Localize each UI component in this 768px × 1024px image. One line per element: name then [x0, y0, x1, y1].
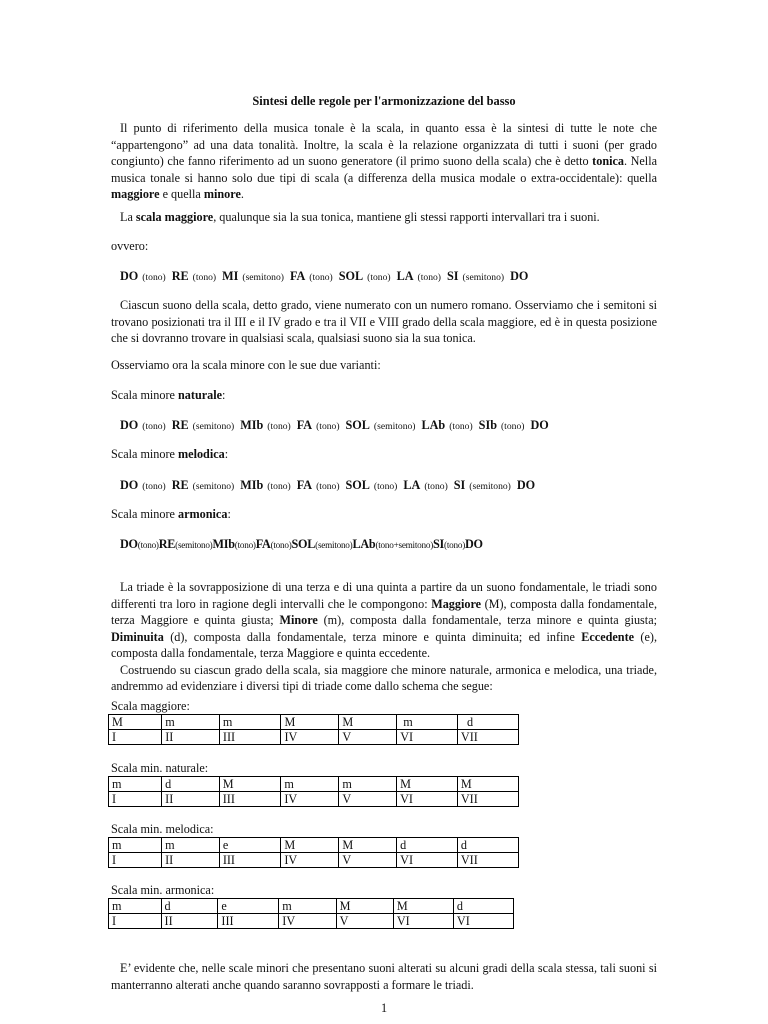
scale-interval: (semitono) [373, 421, 416, 432]
page-number: 1 [380, 1001, 388, 1015]
term-diminuita: Diminuita [111, 629, 164, 644]
term-scala-maggiore: scala maggiore [135, 210, 214, 224]
label-melodic-pre: Scala minore [111, 447, 179, 461]
triad-type-cell: M [397, 777, 458, 792]
triad-type-cell: M [281, 715, 339, 730]
scale-note: SOL [338, 269, 364, 283]
major-intro-text-2: , qualunque sia la sua tonica, mantiene gli stessi rapporti intervallari tra i suoni. [213, 210, 600, 224]
scale-note: SI [453, 478, 466, 492]
scale-note: LA [396, 269, 414, 283]
closing-paragraph [111, 960, 657, 993]
term-minore-triad: Minore [279, 613, 318, 627]
intro-text-3: e quella [159, 187, 204, 201]
triad-type-cell: m [162, 838, 220, 853]
term-minore: minore [203, 187, 241, 201]
scale-interval: (tono) [449, 421, 473, 432]
page-title: Sintesi delle regole per l'armonizzazione del basso [252, 94, 516, 108]
scale-note: FA [296, 418, 313, 432]
triad-type-cell: d [397, 838, 458, 853]
scale-interval: (tono) [316, 421, 340, 432]
degree-cell: III [218, 914, 279, 929]
label-melodic-bold: melodica [178, 447, 225, 461]
table-row [109, 914, 514, 929]
scale-interval: (tono) [417, 272, 441, 283]
scale-interval: (tono) [270, 540, 292, 550]
scale-interval: (semitono) [192, 481, 235, 492]
triad-table-major [108, 714, 519, 745]
term-maggiore: maggiore [111, 187, 160, 201]
scale-interval: (tono) [192, 272, 217, 283]
degree-cell: VI [397, 730, 458, 745]
scale-interval: (tono+semitono) [375, 540, 434, 550]
triad-type-cell: M [457, 777, 518, 792]
triad-type-cell: m [339, 777, 397, 792]
scale-note: DO [530, 418, 549, 432]
triad-type-cell: d [457, 838, 518, 853]
label-harmonic-minor [111, 506, 231, 523]
scale-interval: (tono) [142, 481, 166, 492]
degree-cell: VII [457, 730, 518, 745]
intro-paragraph [111, 120, 657, 203]
triad-text-3: (m), composta dalla fondamentale, terza minore e quinta giusta; [317, 613, 657, 627]
triad-type-cell: d [453, 899, 513, 914]
scale-melodic-line [120, 477, 535, 496]
degree-cell: IV [281, 853, 339, 868]
triad-type-cell: m [397, 715, 458, 730]
degree-cell: V [339, 853, 397, 868]
table-row [109, 853, 519, 868]
triad-type-cell: d [161, 899, 218, 914]
triad-type-cell: m [109, 777, 162, 792]
ovvero-label: ovvero: [111, 239, 149, 253]
scale-note: RE [158, 537, 176, 551]
scale-interval: (tono) [444, 540, 465, 550]
closing-text: E’ evidente che, nelle scale minori che presentano suoni alterati su alcuni gradi della scala stessa, tali suoni si manterranno alterati anche quando saranno sovrapposti a formare le triadi. [111, 961, 657, 992]
degree-cell: II [162, 730, 220, 745]
degree-cell: V [339, 730, 397, 745]
degree-cell: II [162, 853, 220, 868]
scale-interval: (tono) [500, 421, 525, 432]
triad-type-cell: m [281, 777, 339, 792]
degree-cell: I [109, 730, 162, 745]
triad-type-cell: M [336, 899, 393, 914]
scale-note: FA [296, 478, 313, 492]
degree-text: Ciascun suono della scala, detto grado, viene numerato con un numero romano. Osserviamo che i semitoni si trovano posizionati tra il III e il IV grado e tra il VII e VIII grado della scala maggiore, ed è in questa posizione che si dovranno trovare in qualsiasi scala, qualsiasi suono sia la sua tonica. [111, 298, 657, 345]
degree-cell: I [109, 914, 162, 929]
scale-note: DO [120, 478, 139, 492]
scale-note: LA [403, 478, 421, 492]
scale-interval: (tono) [316, 481, 340, 492]
scale-note: SI [433, 537, 445, 551]
label-natural-post: : [222, 388, 226, 402]
scale-note: DO [120, 418, 139, 432]
degree-cell: IV [281, 792, 339, 807]
degree-cell: VII [457, 853, 518, 868]
table-row [109, 730, 519, 745]
scale-interval: (tono) [373, 481, 398, 492]
table-row [109, 777, 519, 792]
scale-interval: (semitono) [469, 481, 511, 492]
triad-type-cell: m [279, 899, 336, 914]
label-melodic-post: : [224, 447, 229, 461]
degree-cell: II [161, 914, 218, 929]
degree-cell: III [219, 792, 281, 807]
major-intro-text-1: La [120, 210, 136, 224]
intro-text-1: Il punto di riferimento della musica tonale è la scala, in quanto essa è la sintesi di tutte le note che “appartengono” ad una data tonalità. Inoltre, la scala è la relazione organizzata di tutti i suoni (per grado congiunto) che fanno riferimento ad un suono generatore (il primo suono della scala) che è detto [111, 121, 657, 168]
label-natural-pre: Scala minore [111, 388, 179, 402]
triad-type-cell: d [162, 777, 220, 792]
scale-interval: (semitono) [192, 421, 235, 432]
degree-cell: VII [457, 792, 518, 807]
triad-paragraph [111, 579, 657, 695]
triad-type-cell: m [219, 715, 281, 730]
degree-cell: III [219, 730, 281, 745]
label-natural-minor [111, 387, 225, 404]
scale-note: MIb [212, 537, 235, 551]
scale-note: LAb [421, 418, 446, 432]
label-harmonic-post: : [227, 507, 231, 521]
table-row [109, 792, 519, 807]
scale-interval: (tono) [234, 540, 256, 550]
scale-interval: (tono) [367, 272, 391, 283]
build-paragraph: Costruendo su ciascun grado della scala, sia maggiore che minore naturale, armonica e melodica, una triade, andremmo ad evidenziare i diversi tipi di triade come dallo schema che segue: [111, 662, 657, 693]
degree-cell: III [219, 853, 281, 868]
intro-text-4: . [240, 187, 244, 201]
scale-interval: (tono) [142, 421, 166, 432]
minor-intro: Osserviamo ora la scala minore con le sue due varianti: [111, 358, 381, 372]
degree-cell: V [339, 792, 397, 807]
scale-note: DO [510, 269, 529, 283]
scale-note: LAb [352, 537, 376, 551]
degree-cell: IV [279, 914, 336, 929]
degree-cell: I [109, 853, 162, 868]
scale-interval: (semitono) [175, 540, 213, 550]
scale-note: FA [255, 537, 271, 551]
degree-cell: IV [281, 730, 339, 745]
triad-table-melodic [108, 837, 519, 868]
triad-text-2: (M), composta dalla fondamentale, terza Maggiore e quinta giusta; [111, 596, 658, 627]
scale-harmonic-line [120, 536, 483, 554]
degree-cell: I [109, 792, 162, 807]
table-row [109, 838, 519, 853]
scale-note: DO [516, 478, 536, 492]
label-natural-bold: naturale [178, 388, 223, 402]
triad-type-cell: M [339, 715, 397, 730]
major-scale-intro [111, 209, 657, 226]
table-label-natural: Scala min. naturale: [111, 761, 209, 775]
scale-major-line [120, 268, 528, 287]
scale-interval: (tono) [309, 272, 333, 283]
intro-text-2: . Nella musica tonale si hanno solo due tipi di scala (a differenza della musica modale o extra-occidentale): quella [111, 154, 657, 185]
scale-note: DO [120, 537, 138, 551]
degree-paragraph [111, 297, 657, 347]
scale-interval: (tono) [142, 272, 166, 283]
scale-note: RE [171, 269, 189, 283]
degree-cell: II [162, 792, 220, 807]
scale-note: MIb [240, 478, 264, 492]
scale-note: SOL [291, 537, 316, 551]
scale-note: DO [465, 537, 483, 551]
label-melodic-minor [111, 446, 228, 463]
scale-note: SI [446, 269, 459, 283]
triad-type-cell: d [457, 715, 518, 730]
table-row [109, 899, 514, 914]
table-row [109, 715, 519, 730]
degree-cell: VI [397, 853, 458, 868]
degree-cell: VI [397, 792, 458, 807]
triad-type-cell: m [162, 715, 220, 730]
scale-note: SOL [345, 418, 370, 432]
degree-cell: VI [453, 914, 513, 929]
triad-type-cell: M [393, 899, 453, 914]
table-label-melodic: Scala min. melodica: [111, 822, 214, 836]
scale-natural-line [120, 417, 549, 436]
term-eccedente: Eccedente [581, 629, 635, 644]
triad-type-cell: e [218, 899, 279, 914]
triad-type-cell: M [219, 777, 281, 792]
scale-note: MI [222, 269, 239, 283]
triad-type-cell: m [109, 899, 162, 914]
table-label-major: Scala maggiore: [111, 699, 190, 713]
scale-interval: (semitono) [462, 272, 505, 283]
term-maggiore-triad: Maggiore [431, 596, 482, 611]
triad-table-natural [108, 776, 519, 807]
scale-interval: (tono) [424, 481, 448, 492]
scale-interval: (semitono) [315, 540, 353, 550]
scale-note: FA [289, 269, 306, 283]
triad-text-1: La triade è la sovrapposizione di una terza e di una quinta a partire da un suono fondamentale, le triadi sono differenti tra loro in ragione degli intervalli che le compongono: [111, 580, 657, 611]
triad-type-cell: m [109, 838, 162, 853]
scale-interval: (tono) [267, 481, 291, 492]
scale-note: MIb [240, 418, 264, 432]
label-harmonic-pre: Scala minore [111, 507, 179, 521]
scale-interval: (semitono) [242, 272, 284, 283]
triad-type-cell: M [339, 838, 397, 853]
table-label-harmonic: Scala min. armonica: [111, 883, 215, 897]
label-harmonic-bold: armonica [178, 507, 228, 521]
scale-interval: (tono) [137, 540, 159, 550]
degree-cell: VI [393, 914, 453, 929]
triad-type-cell: M [281, 838, 339, 853]
triad-type-cell: e [219, 838, 281, 853]
term-tonica: tonica [592, 154, 624, 168]
triad-text-5: (e), composta dalla fondamentale, terza Maggiore e quinta eccedente. [111, 629, 657, 660]
scale-note: DO [120, 269, 139, 283]
triad-table-harmonic [108, 898, 514, 929]
scale-note: SOL [345, 478, 370, 492]
triad-type-cell: M [109, 715, 162, 730]
scale-interval: (tono) [267, 421, 291, 432]
triad-text-4: (d), composta dalla fondamentale, terza minore e quinta diminuita; ed infine [163, 629, 582, 644]
scale-note: RE [171, 478, 189, 492]
scale-note: RE [171, 418, 189, 432]
scale-note: SIb [478, 418, 497, 432]
degree-cell: V [336, 914, 393, 929]
